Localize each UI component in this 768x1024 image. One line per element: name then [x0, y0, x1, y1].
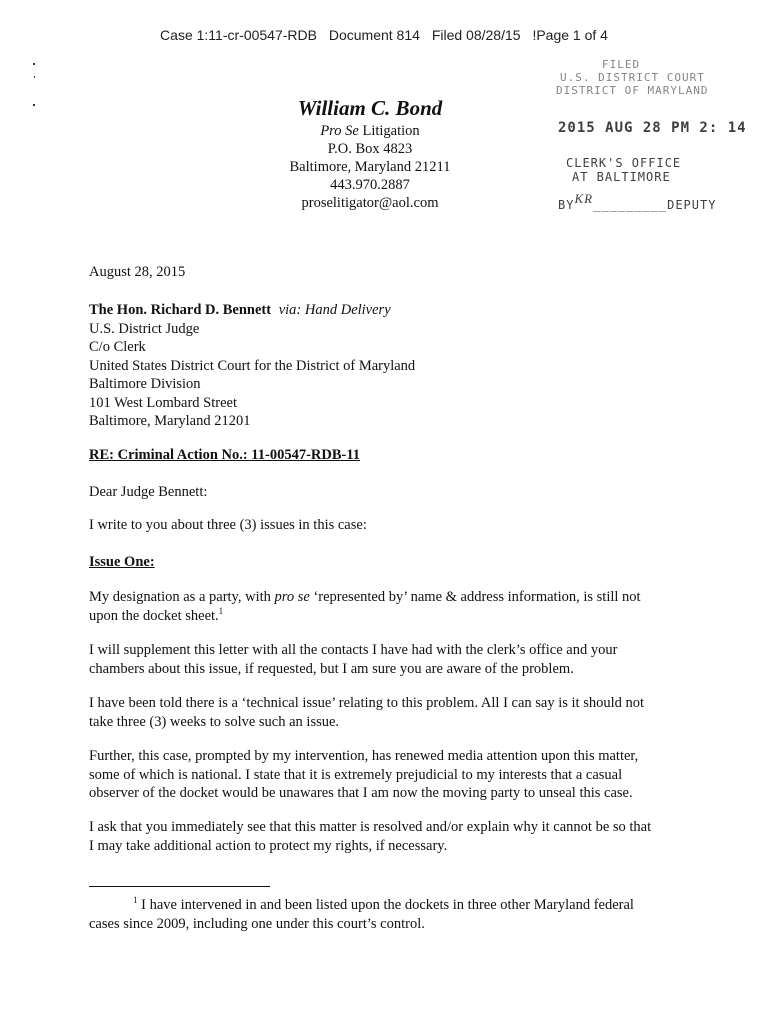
sender-phone: 443.970.2887	[330, 177, 410, 193]
addressee-line: 101 West Lombard Street	[89, 394, 237, 411]
intro-paragraph: I write to you about three (3) issues in this case:	[89, 517, 367, 533]
case-header	[0, 27, 768, 43]
scan-speck	[33, 104, 35, 106]
letter-date: August 28, 2015	[89, 264, 186, 280]
re-line: RE: Criminal Action No.: 11-00547-RDB-11	[89, 447, 361, 463]
addressee-block	[89, 301, 689, 431]
footnote-divider	[89, 886, 270, 887]
scan-speck	[33, 63, 35, 65]
sender-city: Baltimore, Maryland 21211	[289, 159, 451, 175]
addressee-line: Baltimore, Maryland 21201	[89, 413, 251, 429]
stamp-initials: KR	[574, 191, 594, 206]
salutation: Dear Judge Bennett:	[89, 484, 208, 500]
addressee-name-line	[89, 301, 689, 320]
delivery-method: via: Hand Delivery	[278, 302, 391, 318]
paragraph-designation: My designation as a party, with pro se ‘represented by’ name & address information, is still not upon the docket sheet.$^1$	[89, 589, 641, 624]
addressee-line: United States District Court for the District of Maryland	[89, 357, 416, 374]
stamp-datetime: 2015 AUG 28 PM 2: 14	[558, 120, 747, 136]
document-number: Document 814	[328, 27, 420, 43]
stamp-office-line2: AT BALTIMORE	[572, 170, 671, 184]
letterhead	[200, 94, 540, 212]
stamp-filed: FILED	[602, 58, 641, 71]
stamp-office-line1: CLERK'S OFFICE	[566, 156, 682, 170]
sender-name: William C. Bond	[297, 96, 443, 120]
addressee-line: Baltimore Division	[89, 376, 201, 392]
footnote-reference: 1	[218, 605, 224, 616]
addressee-line: C/o Clerk	[89, 339, 146, 355]
issue-one-heading: Issue One:	[89, 554, 155, 570]
stamp-court-line2: DISTRICT OF MARYLAND	[556, 84, 709, 97]
paragraph-technical-issue: I have been told there is a ‘technical issue’ relating to this problem. All I can say is it should not take three (3) weeks to solve such an issue.	[89, 695, 645, 730]
paragraph-media-attention: Further, this case, prompted by my intervention, has renewed media attention upon this matter, some of which is national. I state that it is extremely prejudicial to my interests that a casual observer of the docket would be unawares that I am now the moving party to unseal this case.	[89, 748, 639, 801]
stamp-court-line1: U.S. DISTRICT COURT	[560, 71, 705, 84]
filed-date: Filed 08/28/15	[431, 27, 521, 43]
sender-po-box: P.O. Box 4823	[327, 141, 413, 157]
paragraph-supplement: I will supplement this letter with all the contacts I have had with the clerk’s office and your chambers about this issue, if requested, but I am sure you are aware of the problem.	[89, 642, 618, 677]
sender-role: Pro Se Litigation	[320, 123, 420, 139]
scan-speck	[34, 76, 35, 78]
addressee-name: The Hon. Richard D. Bennett	[89, 302, 272, 318]
paragraph-request: I ask that you immediately see that this matter is resolved and/or explain why it cannot be so that I may take additional action to protect my rights, if necessary.	[89, 819, 652, 854]
page-indicator: !Page 1 of 4	[532, 27, 608, 43]
sender-email: proselitigator@aol.com	[301, 195, 439, 211]
footnote: $^1$ I have intervened in and been listed upon the dockets in three other Maryland federal cases since 2009, including one under this court’s control.	[89, 895, 634, 932]
addressee-line: U.S. District Judge	[89, 320, 200, 337]
footnote-number: 1	[133, 895, 138, 906]
stamp-deputy: BYKR_________DEPUTY	[558, 191, 717, 212]
case-number: Case 1:11-cr-00547-RDB	[160, 27, 317, 43]
